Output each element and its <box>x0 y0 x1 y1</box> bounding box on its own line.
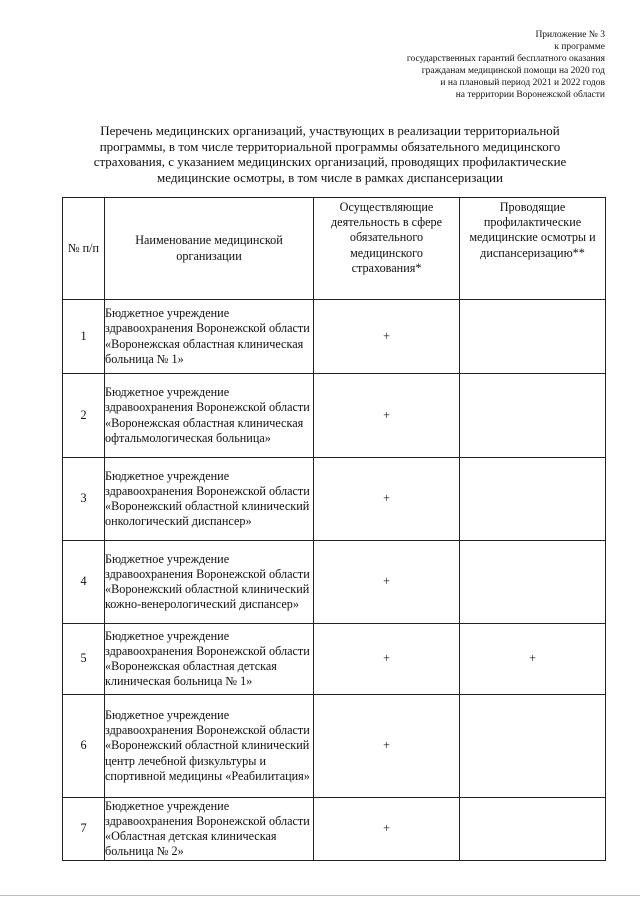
row-name: Бюджетное учреждение здравоохранения Воронежской области «Воронежский областной клинический онкологический диспансер» <box>105 458 314 541</box>
page-bottom-rule <box>0 895 640 896</box>
row-num: 7 <box>63 798 105 861</box>
appendix-line: гражданам медицинской помощи на 2020 год <box>421 65 605 76</box>
row-name: Бюджетное учреждение здравоохранения Воронежской области «Воронежская областная детская клиническая больница № 1» <box>105 624 314 695</box>
header-oms: Осуществляющие деятельность в сфере обязательного медицинского страхования* <box>314 198 460 300</box>
row-prof-mark <box>460 695 606 798</box>
row-num: 3 <box>63 458 105 541</box>
table-row <box>63 541 606 624</box>
row-oms-mark: + <box>314 624 460 695</box>
row-prof-mark: + <box>460 624 606 695</box>
appendix-line: к программе <box>554 41 605 52</box>
row-oms-mark: + <box>314 458 460 541</box>
row-prof-mark <box>460 798 606 861</box>
row-name: Бюджетное учреждение здравоохранения Воронежской области «Воронежский областной клинический кожно-венерологический диспансер» <box>105 541 314 624</box>
appendix-block <box>345 30 605 101</box>
header-num: № п/п <box>63 198 105 300</box>
organizations-table <box>62 197 606 861</box>
row-name: Бюджетное учреждение здравоохранения Воронежской области «Воронежская областная клиническая больница № 1» <box>105 300 314 374</box>
row-name: Бюджетное учреждение здравоохранения Воронежской области «Воронежский областной клинический центр лечебной физкультуры и спортивной медицины «Реабилитация» <box>105 695 314 798</box>
table-header-row <box>63 198 606 300</box>
document-title: Перечень медицинских организаций, участвующих в реализации территориальной программы, в том числе территориальной программы обязательного медицинского страхования, с указанием медицинских организаций, проводящих профилактические медицинские осмотры, в том числе в рамках диспансеризации <box>93 123 567 185</box>
row-name: Бюджетное учреждение здравоохранения Воронежской области «Областная детская клиническая больница № 2» <box>105 798 314 861</box>
table-row <box>63 300 606 374</box>
row-name: Бюджетное учреждение здравоохранения Воронежской области «Воронежская областная клиническая офтальмологическая больница» <box>105 374 314 458</box>
row-oms-mark: + <box>314 300 460 374</box>
header-name: Наименование медицинской организации <box>105 198 314 300</box>
row-prof-mark <box>460 458 606 541</box>
row-num: 1 <box>63 300 105 374</box>
header-prof: Проводящие профилактические медицинские осмотры и диспансеризацию** <box>460 198 606 300</box>
appendix-line: Приложение № 3 <box>535 30 605 40</box>
table-row <box>63 374 606 458</box>
row-oms-mark: + <box>314 695 460 798</box>
table-row <box>63 624 606 695</box>
row-num: 6 <box>63 695 105 798</box>
row-oms-mark: + <box>314 541 460 624</box>
appendix-line: государственных гарантий бесплатного оказания <box>406 53 605 64</box>
row-prof-mark <box>460 541 606 624</box>
row-num: 5 <box>63 624 105 695</box>
row-prof-mark <box>460 374 606 458</box>
row-oms-mark: + <box>314 798 460 861</box>
row-oms-mark: + <box>314 374 460 458</box>
table-row <box>63 695 606 798</box>
table-row <box>63 798 606 861</box>
appendix-line: и на плановый период 2021 и 2022 годов <box>440 77 605 88</box>
row-num: 2 <box>63 374 105 458</box>
table-row <box>63 458 606 541</box>
row-prof-mark <box>460 300 606 374</box>
appendix-line: на территории Воронежской области <box>455 89 605 100</box>
row-num: 4 <box>63 541 105 624</box>
